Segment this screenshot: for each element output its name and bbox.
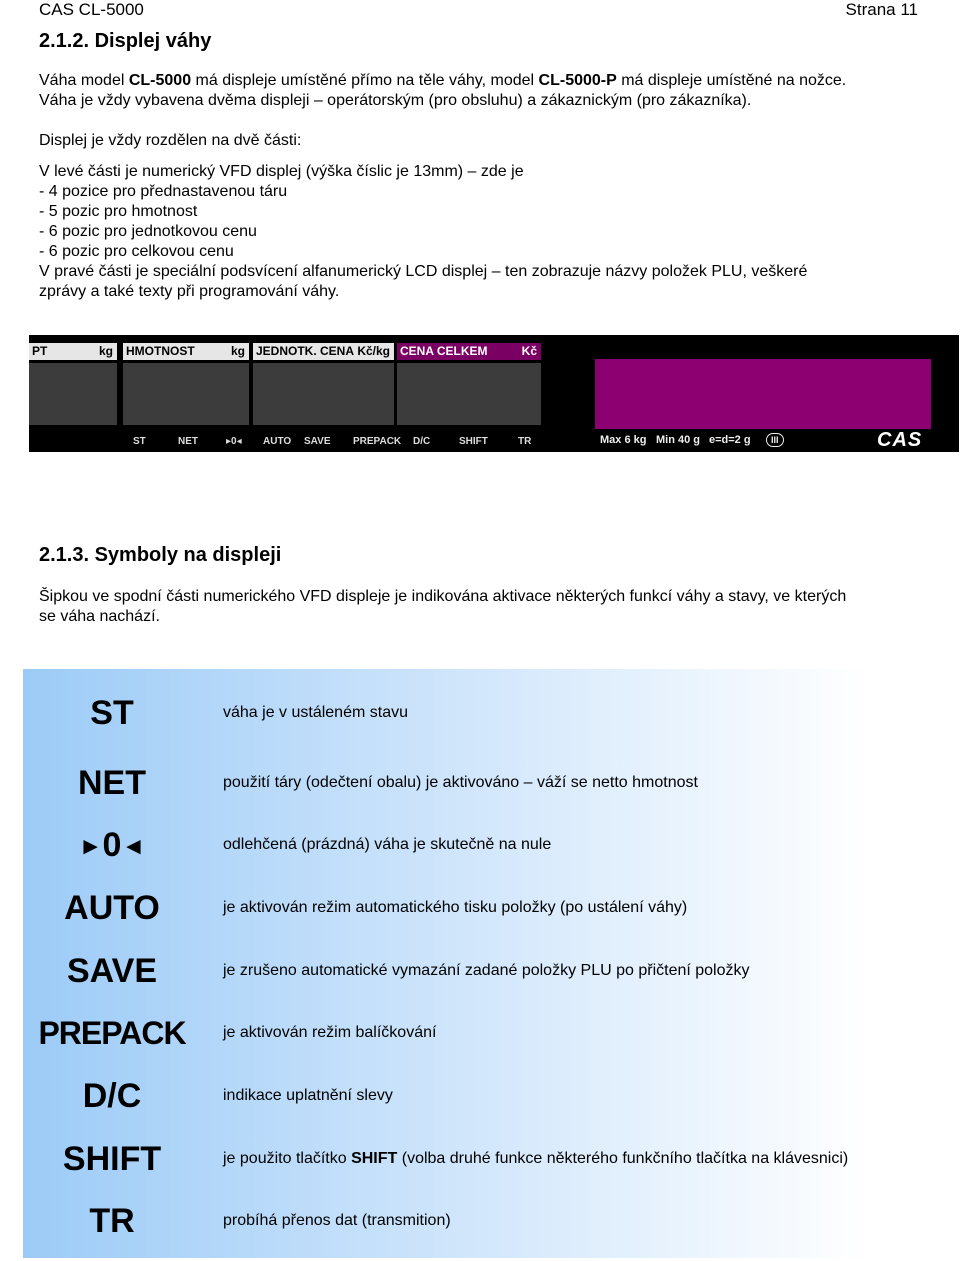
spec-max: Max 6 kg	[600, 434, 647, 446]
symbol-dc: D/C	[82, 1077, 142, 1115]
label-tare-unit: kg	[98, 344, 113, 358]
list-line: - 6 pozic pro jednotkovou cenu	[39, 223, 257, 240]
vfd-tare-window	[29, 363, 117, 425]
symbol-description: je aktivován režim automatického tisku položky (po ustálení váhy)	[223, 899, 688, 916]
vfd-unit-price-window	[253, 363, 394, 425]
vfd-weight-window	[123, 363, 249, 425]
left-triangle-icon: ◄	[121, 833, 146, 861]
symbol-row	[23, 878, 945, 938]
symbol-row	[23, 1066, 945, 1126]
description-key: SHIFT	[351, 1150, 398, 1167]
symbol-auto: AUTO	[64, 889, 160, 927]
intro-line-1	[39, 71, 939, 91]
symbols-table	[23, 669, 945, 1258]
indicator-net: NET	[178, 436, 198, 447]
section-title-symbols: 2.1.3. Symboly na displeji	[39, 544, 282, 566]
list-line: zprávy a také texty při programování váhy.	[39, 283, 340, 300]
scale-display-panel	[29, 335, 959, 452]
symbol-description: indikace uplatnění slevy	[223, 1087, 393, 1104]
label-weight-name: HMOTNOST	[126, 344, 195, 358]
page-number: Strana 11	[845, 0, 918, 19]
label-unit-price	[253, 343, 394, 360]
symbol-description: je aktivován režim balíčkování	[223, 1024, 437, 1041]
description-text: (volba druhé funkce některého funkčního tlačítka na klávesnici)	[397, 1150, 849, 1167]
symbol-description: je zrušeno automatické vymazání zadané položky PLU po přičtení položky	[223, 962, 750, 979]
symbol-zero-digit: 0	[102, 826, 122, 864]
label-tare	[29, 343, 117, 360]
label-total-price-name: CENA CELKEM	[400, 344, 488, 358]
display-description-list	[39, 162, 939, 302]
label-total-price-unit: Kč	[521, 344, 537, 358]
list-line: V levé části je numerický VFD displej (výška číslic je 13mm) – zde je	[39, 163, 524, 180]
symbol-description: použití táry (odečtení obalu) je aktivováno – váží se netto hmotnost	[223, 774, 698, 791]
symbol-tr: TR	[89, 1202, 135, 1240]
indicator-auto: AUTO	[263, 436, 292, 447]
list-line: - 4 pozice pro přednastavenou táru	[39, 183, 288, 200]
indicator-save: SAVE	[304, 436, 331, 447]
symbol-st: ST	[90, 694, 134, 732]
symbol-save: SAVE	[66, 952, 158, 990]
split-line: Displej je vždy rozdělen na dvě části:	[39, 132, 302, 149]
symbol-row	[23, 815, 945, 875]
label-weight	[123, 343, 249, 360]
label-weight-unit: kg	[230, 344, 245, 358]
list-line: - 6 pozic pro celkovou cenu	[39, 243, 234, 260]
symbol-row	[23, 1003, 945, 1063]
right-triangle-icon: ►	[78, 833, 103, 861]
symbol-description: váha je v ustáleném stavu	[223, 704, 408, 721]
symbols-intro	[39, 587, 939, 627]
section-title-display: 2.1.2. Displej váhy	[39, 30, 212, 52]
vfd-total-price-window	[397, 363, 541, 425]
symbols-intro-line: Šipkou ve spodní části numerického VFD displeje je indikována aktivace některých funkcí váhy a stavy, ve kterých	[39, 588, 847, 605]
indicator-shift: SHIFT	[459, 436, 488, 447]
symbol-shift: SHIFT	[62, 1140, 162, 1178]
list-line: - 5 pozic pro hmotnost	[39, 203, 198, 220]
symbol-description: odlehčená (prázdná) váha je skutečně na nule	[223, 836, 552, 853]
cas-logo: CAS	[877, 429, 923, 451]
label-unit-price-name: JEDNOTK. CENA	[256, 344, 355, 358]
intro-text: má displeje umístěné na nožce.	[616, 72, 847, 89]
label-tare-name: PT	[32, 344, 48, 358]
symbol-zero	[23, 825, 201, 867]
intro-paragraph	[39, 71, 939, 111]
indicator-st: ST	[133, 436, 146, 447]
intro-text: Váha model	[39, 72, 129, 89]
symbol-prepack: PREPACK	[38, 1015, 186, 1051]
description-text: je použito tlačítko	[223, 1150, 352, 1167]
document-header-left: CAS CL-5000	[39, 0, 144, 19]
spec-min: Min 40 g	[656, 434, 701, 446]
symbol-row	[23, 1129, 945, 1189]
list-line: V pravé části je speciální podsvícení alfanumerický LCD displej – ten zobrazuje názvy položek PLU, veškeré	[39, 263, 808, 280]
indicator-dc: D/C	[413, 436, 431, 447]
intro-text: má displeje umístěné přímo na těle váhy, model	[191, 72, 539, 89]
label-total-price	[397, 343, 541, 360]
symbol-row	[23, 941, 945, 1001]
lcd-display	[595, 359, 931, 429]
symbol-net: NET	[78, 764, 146, 802]
indicator-prepack: PREPACK	[353, 436, 402, 447]
symbol-row	[23, 683, 945, 743]
symbols-intro-line: se váha nachází.	[39, 608, 160, 625]
spec-e: e=d=2 g	[709, 434, 751, 446]
indicator-zero: ▸0◂	[226, 436, 242, 447]
symbol-description	[223, 1149, 848, 1169]
symbol-row	[23, 753, 945, 813]
symbol-description: probíhá přenos dat (transmition)	[223, 1212, 451, 1229]
symbol-row	[23, 1191, 945, 1251]
model-name: CL-5000	[128, 72, 192, 89]
intro-line-2: Váha je vždy vybavena dvěma displeji – operátorským (pro obsluhu) a zákaznickým (pro zákazníka).	[39, 92, 752, 109]
indicator-tr: TR	[518, 436, 532, 447]
label-unit-price-unit: Kč/kg	[357, 344, 390, 358]
accuracy-class-badge: III	[766, 433, 784, 447]
model-name: CL-5000-P	[538, 72, 617, 89]
